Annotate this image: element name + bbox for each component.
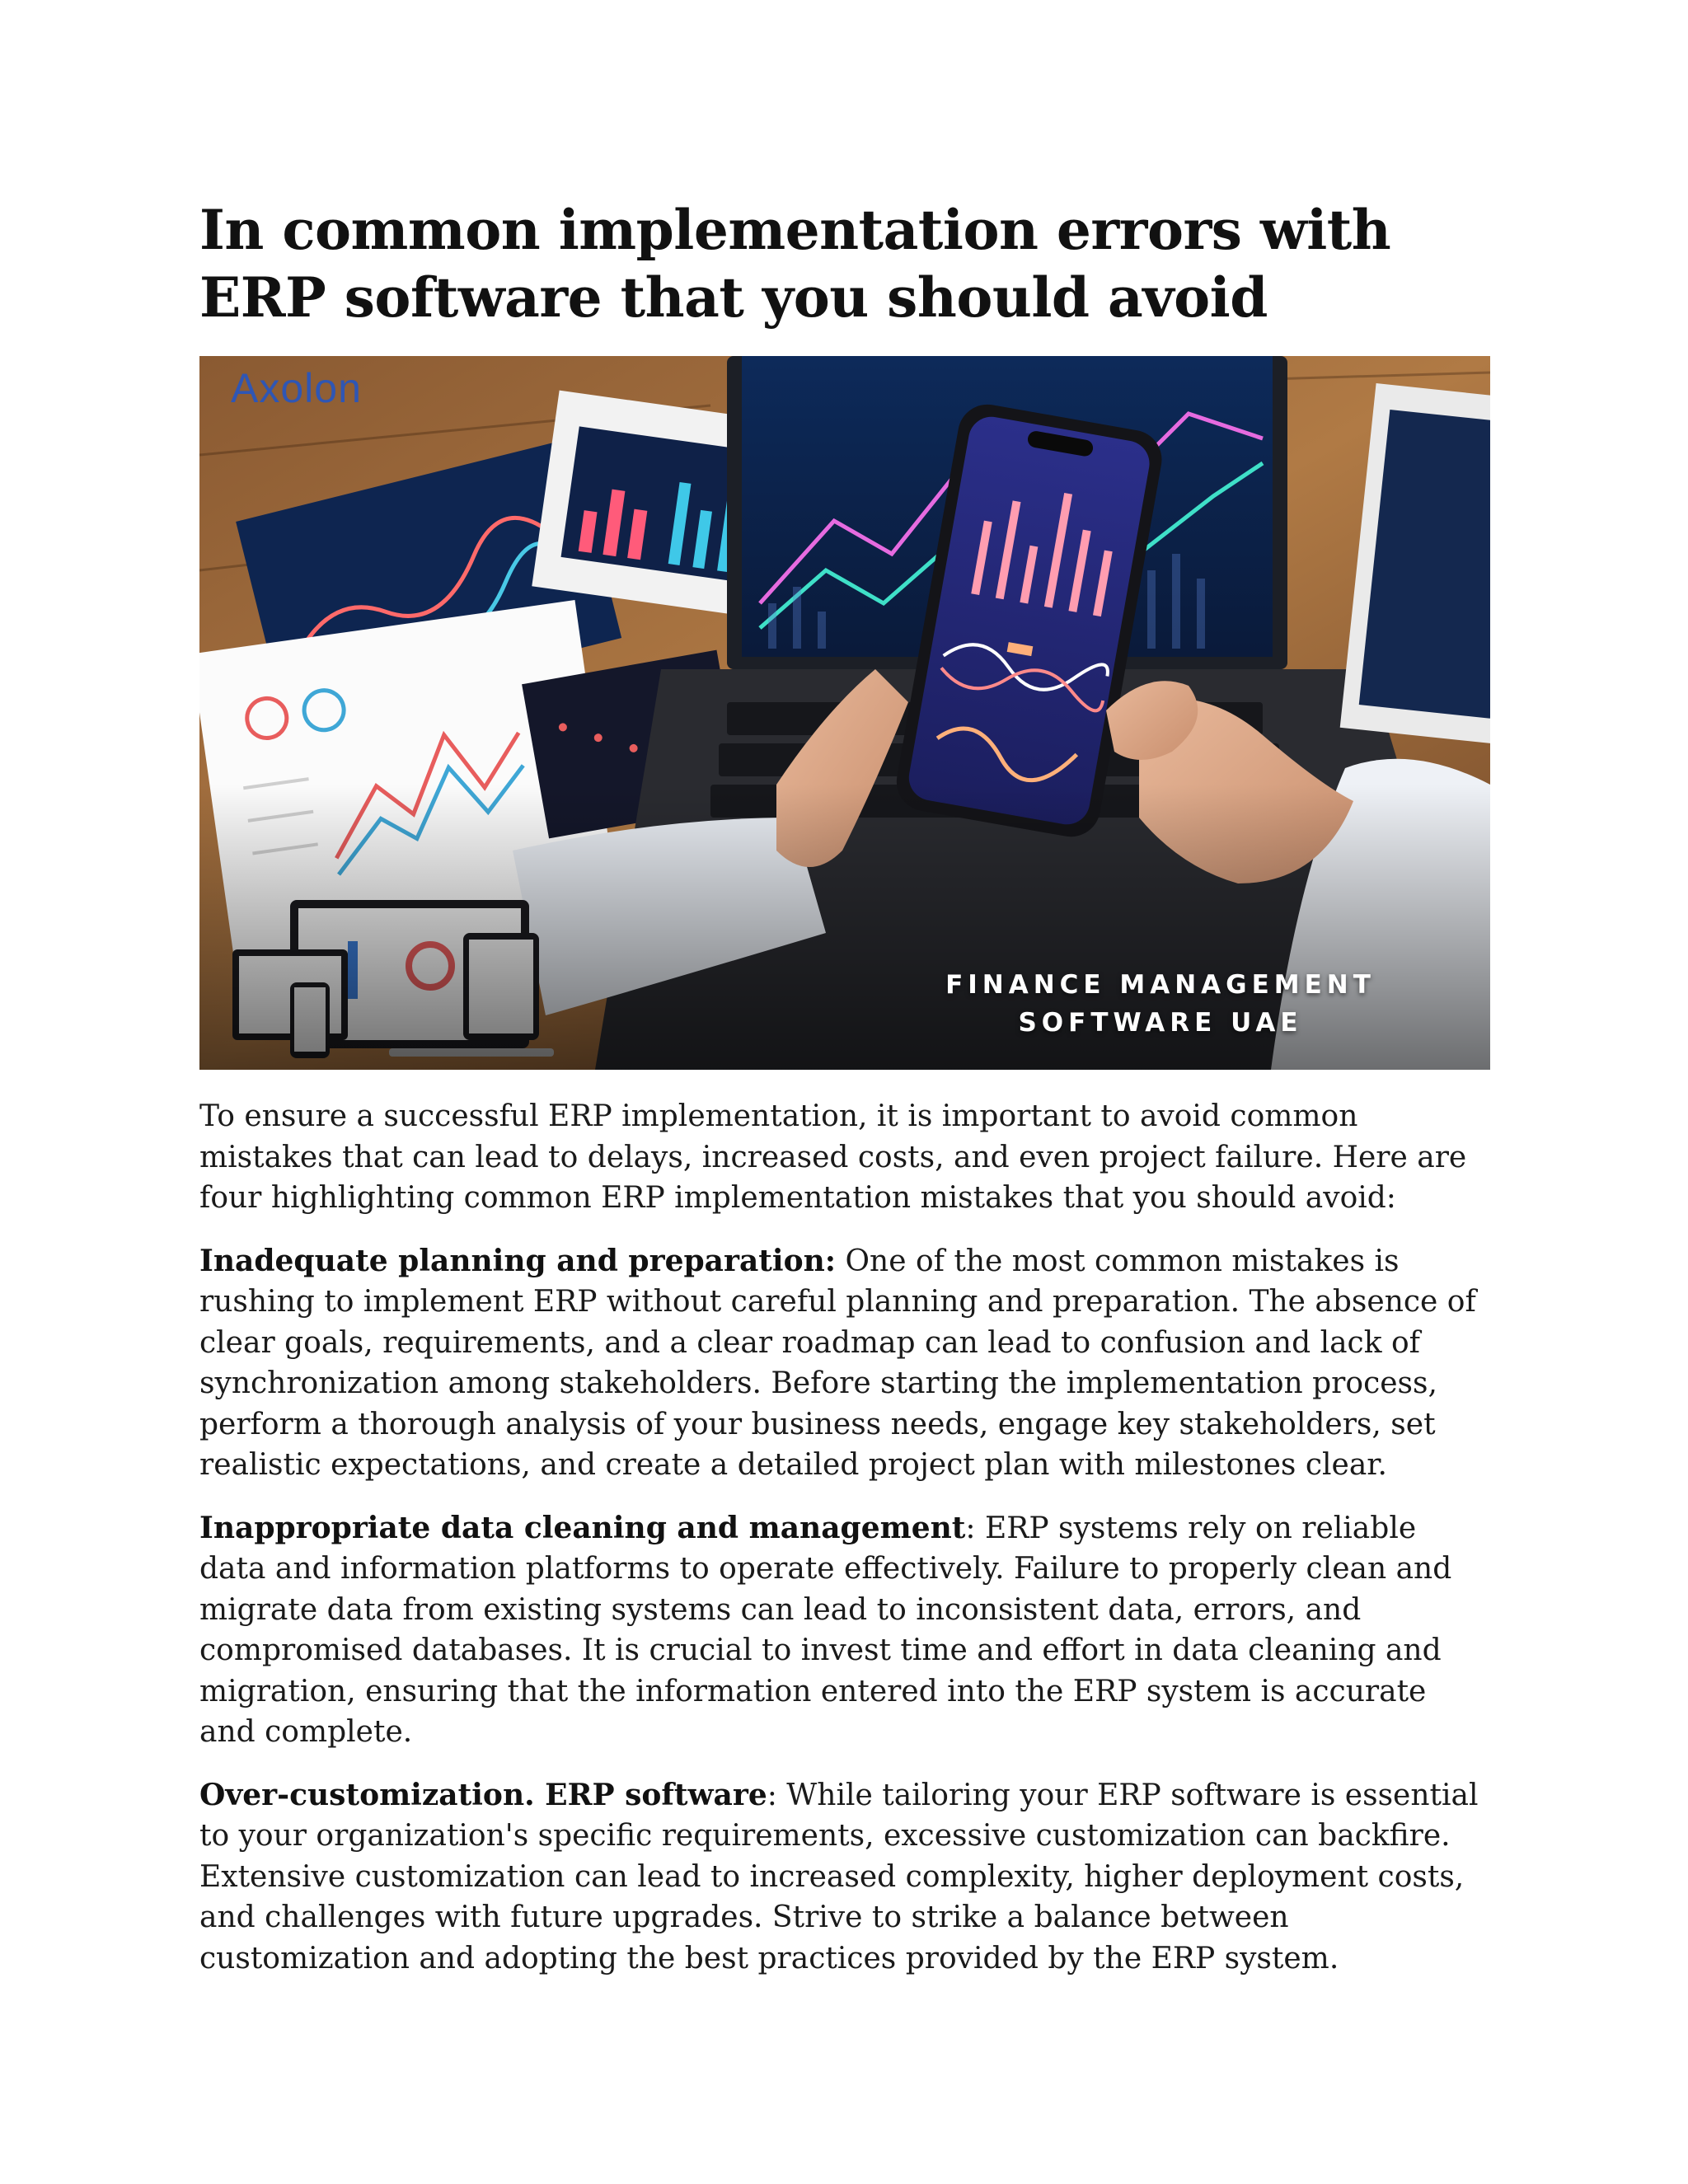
section-data-cleaning — [199, 1508, 1490, 1753]
axolon-logo: Axolon — [231, 365, 362, 411]
section-heading: Inadequate planning and preparation: — [199, 1243, 837, 1278]
hero-caption-line1: FINANCE MANAGEMENT — [945, 970, 1376, 1000]
section-heading: Inappropriate data cleaning and management — [199, 1510, 966, 1545]
section-heading: Over-customization. ERP software — [199, 1777, 767, 1812]
hero-caption — [913, 966, 1408, 1042]
section-over-customization — [199, 1775, 1490, 1980]
hero-caption-line2: SOFTWARE UAE — [1018, 1008, 1303, 1038]
section-text: : ERP systems rely on reliable data and information platforms to operate effectively. Failure to properly clean and migrate data from existing systems can lead to inconsistent data, errors, and compromised databases. It is crucial to invest time and effort in data cleaning and migration, ensuring that the information entered into the ERP system is accurate and complete. — [199, 1511, 1452, 1749]
section-planning — [199, 1241, 1490, 1486]
section-text: One of the most common mistakes is rushing to implement ERP without careful planning and preparation. The absence of clear goals, requirements, and a clear roadmap can lead to confusion and lack of synchronization among stakeholders. Before starting the implementation process, perform a thorough analysis of your business needs, engage key stakeholders, set realistic expectations, and create a detailed project plan with milestones clear. — [199, 1244, 1476, 1482]
article-body — [199, 1096, 1490, 2001]
intro-paragraph: To ensure a successful ERP implementation, it is important to avoid common mistakes that can lead to delays, increased costs, and even project failure. Here are four highlighting common ERP implementation mistakes that you should avoid: — [199, 1099, 1467, 1215]
page-title: In common implementation errors with ERP software that you should avoid — [199, 198, 1391, 330]
section-text: : While tailoring your ERP software is essential to your organization's specific requirements, excessive customization can backfire. Extensive customization can lead to increased complexity, higher deployment costs, and challenges with future upgrades. Strive to strike a balance between customization and adopting the best practices provided by the ERP system. — [199, 1778, 1479, 1975]
hero-image — [199, 356, 1490, 1070]
